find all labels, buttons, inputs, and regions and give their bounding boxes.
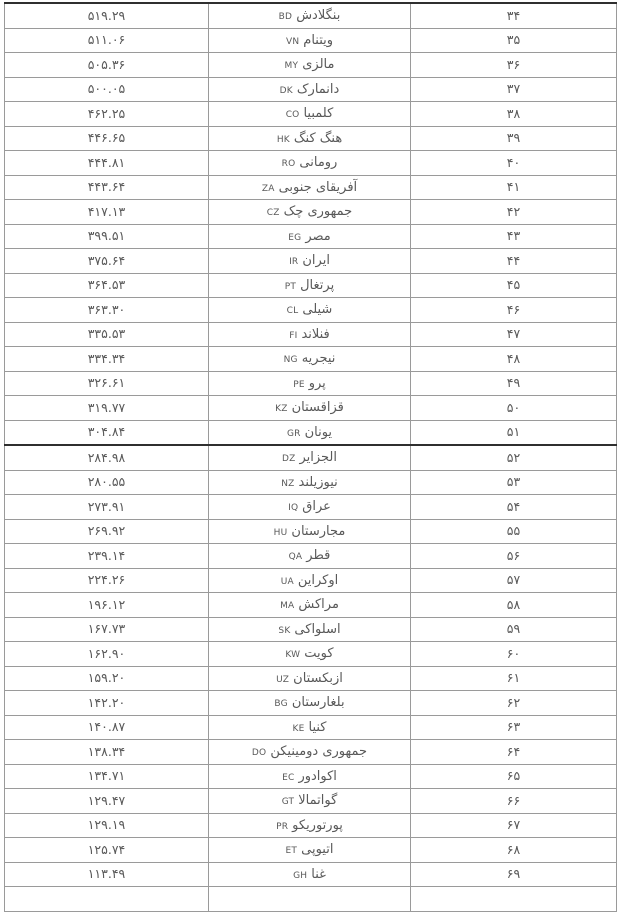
country-name: غنا	[311, 866, 326, 882]
country-name: نیوزیلند	[298, 474, 338, 490]
country-name: قطر	[306, 548, 331, 564]
country-cell	[209, 371, 411, 396]
rank-cell: ۶۴	[411, 740, 617, 765]
country-cell	[209, 445, 411, 470]
value-cell: ۴۴۴.۸۱	[5, 151, 209, 176]
country-code: MA	[280, 601, 295, 612]
country-name: اوکراین	[297, 572, 339, 588]
country-name: پرتغال	[300, 277, 335, 293]
country-cell	[209, 175, 411, 200]
table-row	[5, 715, 617, 740]
country-code: UA	[280, 576, 294, 587]
country-code: KE	[292, 723, 305, 734]
value-cell: ۴۶۲.۲۵	[5, 102, 209, 127]
country-name: کلمبیا	[303, 106, 334, 122]
table-row	[5, 249, 617, 274]
country-cell	[209, 593, 411, 618]
country-code: MY	[284, 61, 299, 72]
rank-cell: ۶۲	[411, 691, 617, 716]
country-name: فنلاند	[301, 326, 330, 342]
rank-cell: ۶۹	[411, 862, 617, 887]
country-name: جمهوری چک	[283, 204, 353, 220]
value-cell: ۱۱۳.۴۹	[5, 862, 209, 887]
rank-cell: ۵۵	[411, 519, 617, 544]
value-cell: ۲۷۳.۹۱	[5, 495, 209, 520]
value-cell: ۳۹۹.۵۱	[5, 224, 209, 249]
value-cell: ۳۶۳.۳۰	[5, 298, 209, 323]
country-name: مجارستان	[291, 523, 346, 539]
table-row	[5, 28, 617, 53]
country-cell	[209, 249, 411, 274]
table-row	[5, 298, 617, 323]
country-cell	[209, 470, 411, 495]
country-name: مراکش	[298, 597, 339, 613]
country-code: NZ	[281, 478, 295, 489]
table-row	[5, 568, 617, 593]
value-cell: ۲۸۰.۵۵	[5, 470, 209, 495]
value-cell: ۳۲۶.۶۱	[5, 371, 209, 396]
value-cell: ۲۸۴.۹۸	[5, 445, 209, 470]
country-name: دانمارک	[296, 81, 340, 97]
table-row	[5, 813, 617, 838]
country-code: KZ	[275, 404, 288, 415]
rank-cell: ۵۳	[411, 470, 617, 495]
rank-cell: ۶۶	[411, 789, 617, 814]
country-cell	[209, 200, 411, 225]
country-cell	[209, 813, 411, 838]
country-code: PE	[293, 379, 305, 390]
country-code: KW	[285, 650, 301, 661]
country-code: QA	[288, 552, 303, 563]
rank-cell: ۵۲	[411, 445, 617, 470]
country-cell	[209, 77, 411, 102]
table-row	[5, 666, 617, 691]
table-row	[5, 200, 617, 225]
value-cell: ۵۱۹.۲۹	[5, 3, 209, 28]
country-code: HU	[273, 527, 288, 538]
country-cell	[209, 764, 411, 789]
country-cell	[209, 715, 411, 740]
country-cell	[209, 322, 411, 347]
country-code: VN	[285, 36, 300, 47]
country-name: نیجریه	[301, 351, 336, 367]
rank-cell: ۵۹	[411, 617, 617, 642]
country-cell	[209, 224, 411, 249]
rank-cell: ۳۶	[411, 53, 617, 78]
table-row	[5, 838, 617, 863]
country-cell	[209, 420, 411, 445]
value-cell: ۱۶۲.۹۰	[5, 642, 209, 667]
table-row	[5, 224, 617, 249]
table-row	[5, 789, 617, 814]
country-name: یونان	[304, 424, 333, 440]
rank-cell: ۴۱	[411, 175, 617, 200]
country-code: GH	[293, 870, 308, 881]
country-cell	[209, 273, 411, 298]
country-name: ازبکستان	[293, 670, 343, 686]
value-cell: ۱۳۴.۷۱	[5, 764, 209, 789]
table-row	[5, 102, 617, 127]
country-cell	[209, 151, 411, 176]
country-cell	[209, 862, 411, 887]
country-code: PT	[284, 281, 297, 292]
country-cell	[209, 789, 411, 814]
country-name: آفریقای جنوبی	[278, 179, 358, 195]
country-code: BD	[278, 12, 293, 23]
table-row	[5, 691, 617, 716]
table-row	[5, 396, 617, 421]
table-row	[5, 151, 617, 176]
value-cell: ۴۴۶.۶۵	[5, 126, 209, 151]
value-cell: ۵۰۰.۰۵	[5, 77, 209, 102]
country-code: CL	[286, 306, 299, 317]
country-cell	[209, 568, 411, 593]
rank-cell: ۶۷	[411, 813, 617, 838]
country-cell	[209, 544, 411, 569]
country-name: عراق	[302, 499, 331, 515]
rank-cell: ۶۱	[411, 666, 617, 691]
country-name: پرو	[308, 375, 326, 391]
country-name: شیلی	[302, 302, 333, 318]
country-code: SK	[278, 625, 291, 636]
rank-cell: ۴۴	[411, 249, 617, 274]
country-code: EG	[288, 232, 302, 243]
value-cell: ۳۳۴.۳۴	[5, 347, 209, 372]
table-row	[5, 642, 617, 667]
value-cell: ۳۶۴.۵۳	[5, 273, 209, 298]
table-row	[5, 495, 617, 520]
value-cell: ۴۴۳.۶۴	[5, 175, 209, 200]
value-cell: ۱۵۹.۲۰	[5, 666, 209, 691]
country-code: ET	[285, 846, 298, 857]
country-code: FI	[289, 330, 298, 341]
country-code: IQ	[288, 503, 299, 514]
country-code: BG	[274, 699, 288, 710]
rank-cell: ۴۲	[411, 200, 617, 225]
country-cell	[209, 28, 411, 53]
country-name: مصر	[305, 228, 331, 244]
value-cell: ۱۲۹.۴۷	[5, 789, 209, 814]
country-cell	[209, 347, 411, 372]
country-name: مالزی	[302, 57, 335, 73]
country-code: IR	[289, 257, 299, 268]
country-code: GR	[286, 428, 301, 439]
country-name: جمهوری دومینیکن	[270, 744, 368, 760]
rank-cell: ۵۷	[411, 568, 617, 593]
country-name: هنگ کنگ	[293, 130, 343, 146]
table-row	[5, 371, 617, 396]
table-row	[5, 862, 617, 887]
country-code: CZ	[266, 208, 280, 219]
country-code: DK	[279, 85, 293, 96]
country-code: DO	[251, 748, 267, 759]
value-cell: ۵۱۱.۰۶	[5, 28, 209, 53]
country-cell	[209, 666, 411, 691]
table-row	[5, 77, 617, 102]
table-row	[5, 273, 617, 298]
country-cell	[209, 53, 411, 78]
rank-cell: ۶۰	[411, 642, 617, 667]
country-cell	[209, 617, 411, 642]
table-row	[5, 53, 617, 78]
country-code: CO	[285, 110, 300, 121]
value-cell: ۱۴۰.۸۷	[5, 715, 209, 740]
table-row	[5, 322, 617, 347]
country-cell	[209, 838, 411, 863]
country-cell	[209, 126, 411, 151]
country-name: گواتمالا	[298, 793, 338, 809]
rank-cell: ۵۴	[411, 495, 617, 520]
rank-cell: ۵۰	[411, 396, 617, 421]
table-row	[5, 593, 617, 618]
table-row	[5, 519, 617, 544]
table-row	[5, 347, 617, 372]
value-cell: ۵۰۵.۳۶	[5, 53, 209, 78]
table-row	[5, 740, 617, 765]
country-code: UZ	[276, 674, 290, 685]
value-cell: ۲۳۹.۱۴	[5, 544, 209, 569]
country-name: ویتنام	[303, 32, 334, 48]
rank-cell: ۳۹	[411, 126, 617, 151]
country-code: HK	[276, 134, 290, 145]
country-cell	[209, 740, 411, 765]
value-cell: ۳۰۴.۸۴	[5, 420, 209, 445]
country-name: اکوادور	[298, 768, 337, 784]
rank-cell: ۵۸	[411, 593, 617, 618]
rank-cell: ۴۳	[411, 224, 617, 249]
rank-cell: ۶۵	[411, 764, 617, 789]
rank-cell: ۳۷	[411, 77, 617, 102]
table-row	[5, 126, 617, 151]
rank-cell: ۴۷	[411, 322, 617, 347]
table-row	[5, 470, 617, 495]
value-cell: ۲۲۴.۲۶	[5, 568, 209, 593]
country-cell	[209, 3, 411, 28]
rank-cell: ۳۸	[411, 102, 617, 127]
country-code: EC	[282, 772, 295, 783]
table-row	[5, 764, 617, 789]
country-name: الجزایر	[299, 450, 338, 466]
country-cell	[209, 298, 411, 323]
value-cell: ۱۹۶.۱۲	[5, 593, 209, 618]
country-code: DZ	[281, 454, 296, 465]
table-row	[5, 3, 617, 28]
value-cell: ۱۴۲.۲۰	[5, 691, 209, 716]
table-row	[5, 445, 617, 470]
country-table-body	[5, 3, 617, 911]
value-cell: ۳۱۹.۷۷	[5, 396, 209, 421]
country-ranking-table	[4, 2, 617, 912]
table-row	[5, 617, 617, 642]
country-name: اتیوپی	[301, 842, 334, 858]
country-code: NG	[283, 355, 298, 366]
rank-cell: ۳۵	[411, 28, 617, 53]
country-name: بلغارستان	[291, 695, 345, 711]
country-cell	[209, 396, 411, 421]
country-name: کویت	[304, 646, 334, 662]
rank-cell: ۳۴	[411, 3, 617, 28]
country-name: پورتوریکو	[292, 817, 343, 833]
rank-cell: ۶۳	[411, 715, 617, 740]
country-cell	[209, 642, 411, 667]
country-cell	[209, 102, 411, 127]
value-cell: ۱۲۹.۱۹	[5, 813, 209, 838]
rank-cell: ۴۵	[411, 273, 617, 298]
value-cell: ۱۶۷.۷۳	[5, 617, 209, 642]
rank-cell: ۵۶	[411, 544, 617, 569]
value-cell: ۱۳۸.۳۴	[5, 740, 209, 765]
value-cell: ۱۲۵.۷۴	[5, 838, 209, 863]
country-name: قزاقستان	[291, 400, 344, 416]
rank-cell: ۴۸	[411, 347, 617, 372]
country-cell	[209, 519, 411, 544]
country-cell	[209, 495, 411, 520]
table-row	[5, 544, 617, 569]
rank-cell: ۴۶	[411, 298, 617, 323]
rank-cell: ۴۹	[411, 371, 617, 396]
country-name: رومانی	[299, 155, 338, 171]
country-code: PR	[276, 821, 289, 832]
country-name: اسلواکی	[294, 621, 341, 637]
country-cell	[209, 691, 411, 716]
country-name: بنگلادش	[296, 8, 341, 24]
rank-cell: ۶۸	[411, 838, 617, 863]
value-cell: ۲۶۹.۹۲	[5, 519, 209, 544]
rank-cell: ۵۱	[411, 420, 617, 445]
country-code: RO	[281, 159, 296, 170]
table-row	[5, 420, 617, 445]
country-code: GT	[281, 797, 295, 808]
value-cell: ۴۱۷.۱۳	[5, 200, 209, 225]
rank-cell: ۴۰	[411, 151, 617, 176]
value-cell: ۳۷۵.۶۴	[5, 249, 209, 274]
value-cell: ۳۳۵.۵۳	[5, 322, 209, 347]
table-row	[5, 175, 617, 200]
country-name: کنیا	[308, 719, 327, 735]
country-table-container	[5, 0, 617, 912]
country-name: ایران	[302, 253, 330, 269]
country-code: ZA	[261, 183, 275, 194]
